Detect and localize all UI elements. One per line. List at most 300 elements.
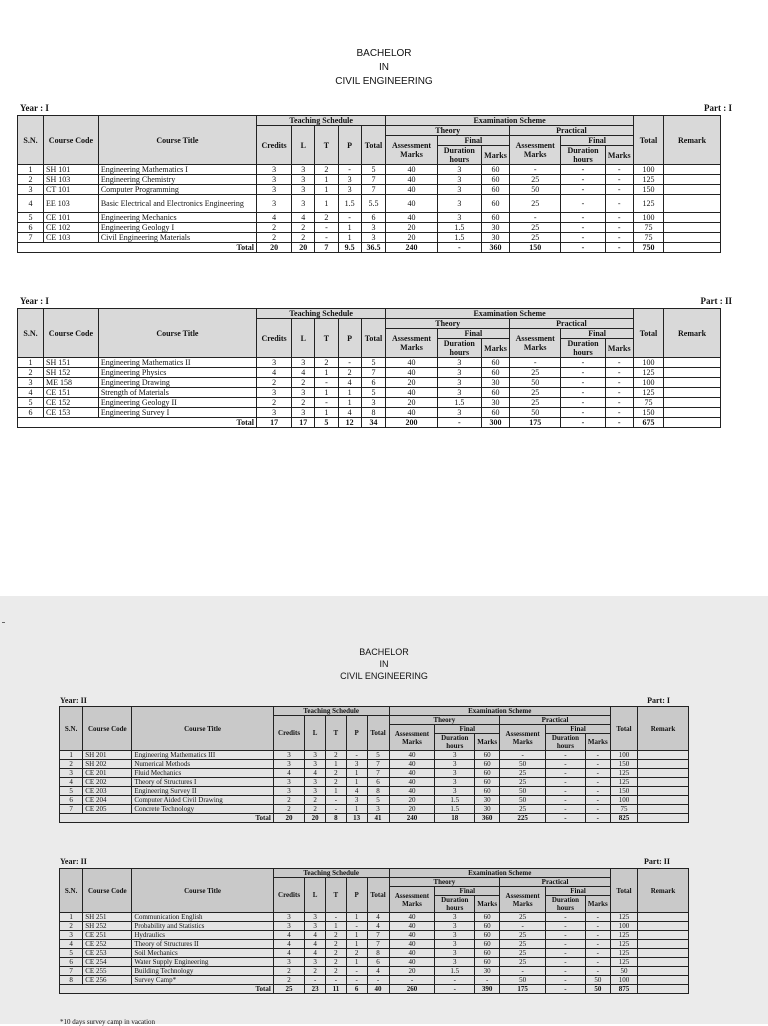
table-cell: 3 bbox=[305, 787, 326, 796]
total-cell: 175 bbox=[500, 985, 546, 994]
table-cell: 8 bbox=[60, 976, 83, 985]
table-cell: 1 bbox=[338, 398, 361, 408]
table-cell: 3 bbox=[273, 958, 304, 967]
table-cell: 2 bbox=[305, 967, 326, 976]
table-cell: 2 bbox=[326, 931, 347, 940]
total-label: Total bbox=[18, 418, 257, 428]
table-cell: - bbox=[561, 165, 605, 175]
table-cell: 1.5 bbox=[435, 796, 475, 805]
table-row bbox=[60, 958, 689, 967]
table-cell: 3 bbox=[273, 922, 304, 931]
table-cell: 125 bbox=[610, 913, 637, 922]
table-cell: 100 bbox=[633, 378, 663, 388]
table-cell: 7 bbox=[361, 185, 386, 195]
table-cell: 1 bbox=[315, 408, 338, 418]
table-cell: 1 bbox=[18, 358, 44, 368]
total-cell: 12 bbox=[338, 418, 361, 428]
total-cell: 875 bbox=[610, 985, 637, 994]
table-cell: - bbox=[389, 976, 435, 985]
table-row bbox=[60, 922, 689, 931]
table-cell: 3 bbox=[437, 368, 481, 378]
table-cell: 3 bbox=[437, 175, 481, 185]
table-cell: 40 bbox=[386, 175, 437, 185]
table-cell: CE 101 bbox=[44, 213, 99, 223]
total-cell: 13 bbox=[346, 814, 367, 823]
table-cell: - bbox=[546, 760, 586, 769]
table-cell: 150 bbox=[610, 760, 637, 769]
table-cell: 7 bbox=[367, 769, 389, 778]
table-cell: 75 bbox=[633, 223, 663, 233]
table-cell: 1 bbox=[326, 787, 347, 796]
table-cell: Theory of Structures I bbox=[132, 778, 274, 787]
table-cell: - bbox=[561, 185, 605, 195]
table-cell: 3 bbox=[361, 223, 386, 233]
header-practical: Practical bbox=[510, 126, 634, 136]
table-row bbox=[60, 976, 689, 985]
table-cell: - bbox=[585, 778, 610, 787]
header-t: T bbox=[326, 878, 347, 913]
table-cell: 40 bbox=[389, 751, 435, 760]
table-cell: 100 bbox=[610, 976, 637, 985]
table-cell: Computer Aided Civil Drawing bbox=[132, 796, 274, 805]
table-cell: - bbox=[435, 976, 475, 985]
year-label: Year : I bbox=[20, 103, 49, 113]
part-label: Part: II bbox=[644, 857, 670, 866]
table-cell: 3 bbox=[435, 922, 475, 931]
table-cell: - bbox=[605, 408, 633, 418]
table-cell: Engineering Mathematics II bbox=[98, 358, 256, 368]
table-cell: SH 103 bbox=[44, 175, 99, 185]
header-grand-total: Total bbox=[610, 707, 637, 751]
table-cell: 2 bbox=[292, 378, 315, 388]
total-cell: 6 bbox=[346, 985, 367, 994]
table-cell: 3 bbox=[435, 913, 475, 922]
table-cell: 3 bbox=[18, 185, 44, 195]
table-cell: 4 bbox=[338, 408, 361, 418]
table-cell: 100 bbox=[633, 358, 663, 368]
table-cell: 3 bbox=[346, 796, 367, 805]
table-cell: 4 bbox=[292, 368, 315, 378]
table-cell: Engineering Mechanics bbox=[98, 213, 256, 223]
table-cell bbox=[638, 940, 689, 949]
table-cell: - bbox=[561, 175, 605, 185]
table-row bbox=[18, 358, 721, 368]
header-marks: Marks bbox=[475, 896, 500, 913]
table-cell: Strength of Materials bbox=[98, 388, 256, 398]
table-cell: 3 bbox=[437, 213, 481, 223]
table-cell: - bbox=[500, 967, 546, 976]
header-teaching: Teaching Schedule bbox=[257, 309, 386, 319]
table-cell: - bbox=[546, 967, 586, 976]
table-cell: - bbox=[585, 751, 610, 760]
part-label: Part: I bbox=[647, 696, 670, 705]
table-cell bbox=[664, 358, 721, 368]
table-cell bbox=[638, 913, 689, 922]
header-code: Course Code bbox=[83, 869, 132, 913]
table-cell: 7 bbox=[18, 233, 44, 243]
header-assessment: Assessment Marks bbox=[389, 887, 435, 913]
table-cell: 40 bbox=[386, 185, 437, 195]
table-cell: 125 bbox=[633, 195, 663, 213]
table-cell: - bbox=[561, 233, 605, 243]
table-cell: 6 bbox=[60, 796, 83, 805]
table-cell: 1 bbox=[315, 195, 338, 213]
table-cell: 3 bbox=[435, 787, 475, 796]
table-cell: 3 bbox=[305, 760, 326, 769]
table-cell: 3 bbox=[273, 751, 304, 760]
total-cell: 8 bbox=[326, 814, 347, 823]
table-cell: 3 bbox=[435, 769, 475, 778]
table-row bbox=[60, 949, 689, 958]
table-cell: CE 252 bbox=[83, 940, 132, 949]
table-cell: 40 bbox=[389, 949, 435, 958]
header-practical: Practical bbox=[500, 716, 611, 725]
header-practical: Practical bbox=[510, 319, 634, 329]
total-cell: 36.5 bbox=[361, 243, 386, 253]
header-assessment: Assessment Marks bbox=[386, 136, 437, 165]
header-duration: Duration hours bbox=[546, 734, 586, 751]
table-cell: - bbox=[546, 796, 586, 805]
table-cell: - bbox=[326, 805, 347, 814]
header-sn: S.N. bbox=[60, 707, 83, 751]
table-cell: 40 bbox=[386, 165, 437, 175]
table-cell: 60 bbox=[475, 769, 500, 778]
table-cell: ME 158 bbox=[44, 378, 99, 388]
table-cell: 1 bbox=[338, 388, 361, 398]
table-cell: 25 bbox=[500, 949, 546, 958]
table-cell: 2 bbox=[326, 967, 347, 976]
table-cell: 3 bbox=[292, 165, 315, 175]
table-cell: - bbox=[315, 223, 338, 233]
table-cell: 50 bbox=[510, 408, 561, 418]
table-cell: - bbox=[546, 787, 586, 796]
heading-line-1: BACHELOR bbox=[356, 48, 412, 59]
total-label: Total bbox=[60, 985, 274, 994]
table-row bbox=[60, 787, 689, 796]
header-grand-total: Total bbox=[633, 309, 663, 358]
table-cell bbox=[638, 787, 689, 796]
table-cell: CE 251 bbox=[83, 931, 132, 940]
table-cell: 60 bbox=[475, 931, 500, 940]
table-cell: 2 bbox=[60, 922, 83, 931]
table-cell: 25 bbox=[500, 931, 546, 940]
table-cell: - bbox=[585, 922, 610, 931]
table-cell: 50 bbox=[500, 976, 546, 985]
table-cell: - bbox=[546, 931, 586, 940]
table-cell: - bbox=[546, 805, 586, 814]
total-cell: 11 bbox=[326, 985, 347, 994]
total-cell: 25 bbox=[273, 985, 304, 994]
table-cell: 50 bbox=[500, 796, 546, 805]
table-cell: - bbox=[546, 949, 586, 958]
table-cell: 2 bbox=[292, 223, 315, 233]
table-cell: - bbox=[305, 976, 326, 985]
table-cell: 3 bbox=[292, 388, 315, 398]
table-cell: - bbox=[561, 408, 605, 418]
table-cell: - bbox=[585, 760, 610, 769]
table-cell: 3 bbox=[437, 165, 481, 175]
table-cell: 1.5 bbox=[435, 805, 475, 814]
table-cell: 4 bbox=[367, 922, 389, 931]
table-cell: - bbox=[561, 378, 605, 388]
table-cell: 25 bbox=[500, 940, 546, 949]
table-cell: 60 bbox=[481, 165, 509, 175]
table-cell: - bbox=[585, 805, 610, 814]
header-assessment: Assessment Marks bbox=[510, 329, 561, 358]
table-cell: 25 bbox=[500, 769, 546, 778]
table-cell: 2 bbox=[315, 213, 338, 223]
table-cell: 2 bbox=[257, 233, 292, 243]
table-cell: 3 bbox=[437, 378, 481, 388]
table-cell: 6 bbox=[18, 223, 44, 233]
total-cell: - bbox=[437, 243, 481, 253]
header-code: Course Code bbox=[83, 707, 132, 751]
header-final: Final bbox=[437, 136, 509, 146]
table-cell: - bbox=[585, 796, 610, 805]
table-cell: 1 bbox=[346, 940, 367, 949]
header-l: L bbox=[305, 878, 326, 913]
table-cell: 60 bbox=[481, 368, 509, 378]
header-credits: Credits bbox=[273, 716, 304, 751]
table-cell: 20 bbox=[386, 233, 437, 243]
table-cell bbox=[638, 922, 689, 931]
header-theory: Theory bbox=[389, 878, 500, 887]
table-cell: CE 202 bbox=[83, 778, 132, 787]
table-cell: Engineering Geology I bbox=[98, 223, 256, 233]
table-cell: 5 bbox=[18, 398, 44, 408]
total-label: Total bbox=[60, 814, 274, 823]
header-final: Final bbox=[435, 725, 500, 734]
table-cell: 8 bbox=[367, 949, 389, 958]
table-cell: 20 bbox=[386, 378, 437, 388]
table-cell: 2 bbox=[273, 796, 304, 805]
table-cell: - bbox=[500, 922, 546, 931]
table-cell bbox=[638, 751, 689, 760]
table-cell: SH 251 bbox=[83, 913, 132, 922]
table-cell: 60 bbox=[475, 751, 500, 760]
table-cell: CE 203 bbox=[83, 787, 132, 796]
table-cell: 1 bbox=[346, 931, 367, 940]
header-theory: Theory bbox=[386, 126, 510, 136]
table-cell bbox=[638, 760, 689, 769]
table-cell: 3 bbox=[305, 778, 326, 787]
table-cell: 125 bbox=[610, 931, 637, 940]
table-cell: - bbox=[546, 769, 586, 778]
table-cell: 6 bbox=[361, 378, 386, 388]
header-p: P bbox=[338, 126, 361, 165]
table-cell: 100 bbox=[610, 922, 637, 931]
table-cell: - bbox=[338, 358, 361, 368]
table-cell: 50 bbox=[610, 967, 637, 976]
table-cell: 2 bbox=[18, 368, 44, 378]
table-cell: 2 bbox=[346, 949, 367, 958]
table-cell: 3 bbox=[257, 358, 292, 368]
table-cell: - bbox=[475, 976, 500, 985]
table-cell: 20 bbox=[389, 805, 435, 814]
table-cell: 4 bbox=[273, 940, 304, 949]
table-cell: 1 bbox=[346, 805, 367, 814]
total-cell: 175 bbox=[510, 418, 561, 428]
table-row bbox=[18, 213, 721, 223]
header-marks: Marks bbox=[481, 339, 509, 358]
table-cell: 1 bbox=[18, 165, 44, 175]
table-cell: 2 bbox=[273, 967, 304, 976]
table-cell: - bbox=[500, 751, 546, 760]
table-cell: - bbox=[605, 175, 633, 185]
table-cell: 25 bbox=[510, 233, 561, 243]
header-assessment: Assessment Marks bbox=[510, 136, 561, 165]
header-t: T bbox=[326, 716, 347, 751]
table-cell: 60 bbox=[481, 195, 509, 213]
table-cell: 4 bbox=[273, 931, 304, 940]
header-title: Course Title bbox=[98, 116, 256, 165]
table-row bbox=[60, 760, 689, 769]
table-cell: 7 bbox=[361, 368, 386, 378]
table-cell: 3 bbox=[305, 751, 326, 760]
page-two bbox=[0, 596, 768, 1024]
table-cell: 30 bbox=[475, 796, 500, 805]
header-duration: Duration hours bbox=[561, 339, 605, 358]
table-cell: Computer Programming bbox=[98, 185, 256, 195]
header-duration: Duration hours bbox=[437, 146, 481, 165]
table-cell: 4 bbox=[305, 940, 326, 949]
table-cell: 3 bbox=[257, 185, 292, 195]
table-cell: SH 152 bbox=[44, 368, 99, 378]
table-cell: Survey Camp* bbox=[132, 976, 274, 985]
table-cell: 40 bbox=[389, 778, 435, 787]
header-duration: Duration hours bbox=[561, 146, 605, 165]
header-marks: Marks bbox=[585, 896, 610, 913]
table-cell: 1 bbox=[60, 913, 83, 922]
table-cell: - bbox=[546, 958, 586, 967]
total-cell: 20 bbox=[257, 243, 292, 253]
table-row bbox=[60, 967, 689, 976]
table-cell: - bbox=[315, 233, 338, 243]
total-cell: 150 bbox=[510, 243, 561, 253]
table-cell: 30 bbox=[481, 378, 509, 388]
table-cell: CE 254 bbox=[83, 958, 132, 967]
header-theory: Theory bbox=[386, 319, 510, 329]
table-cell: Engineering Physics bbox=[98, 368, 256, 378]
table-cell: 2 bbox=[326, 949, 347, 958]
table-cell: 5 bbox=[361, 165, 386, 175]
table-cell: 125 bbox=[610, 949, 637, 958]
table-cell: 25 bbox=[510, 175, 561, 185]
table-cell: 20 bbox=[386, 223, 437, 233]
header-marks: Marks bbox=[585, 734, 610, 751]
table-cell: - bbox=[561, 398, 605, 408]
total-cell: - bbox=[546, 814, 586, 823]
header-marks: Marks bbox=[605, 146, 633, 165]
header-practical: Practical bbox=[500, 878, 611, 887]
heading-line-1: BACHELOR bbox=[359, 647, 409, 657]
table-cell: - bbox=[326, 913, 347, 922]
header-duration: Duration hours bbox=[437, 339, 481, 358]
table-cell: 4 bbox=[18, 388, 44, 398]
table-cell: CE 205 bbox=[83, 805, 132, 814]
table-cell: 3 bbox=[435, 931, 475, 940]
part-label: Part : II bbox=[700, 296, 732, 306]
table-cell: Engineering Survey II bbox=[132, 787, 274, 796]
table-cell: CE 255 bbox=[83, 967, 132, 976]
header-credits: Credits bbox=[257, 126, 292, 165]
table-cell: 25 bbox=[510, 368, 561, 378]
part-label: Part : I bbox=[704, 103, 732, 113]
table-cell: 25 bbox=[500, 778, 546, 787]
header-t: T bbox=[315, 319, 338, 358]
table-cell: - bbox=[585, 949, 610, 958]
header-teaching: Teaching Schedule bbox=[257, 116, 386, 126]
table-cell: 1 bbox=[346, 913, 367, 922]
table-cell: 20 bbox=[389, 796, 435, 805]
table-cell: 2 bbox=[326, 778, 347, 787]
header-remark: Remark bbox=[638, 707, 689, 751]
table-cell: EE 103 bbox=[44, 195, 99, 213]
header-total: Total bbox=[367, 716, 389, 751]
table-cell: 3 bbox=[18, 378, 44, 388]
total-cell: 34 bbox=[361, 418, 386, 428]
table-cell: 100 bbox=[610, 751, 637, 760]
table-cell: SH 252 bbox=[83, 922, 132, 931]
schedule-table-year2-part1 bbox=[59, 706, 689, 823]
table-cell: 25 bbox=[510, 398, 561, 408]
table-cell: 4 bbox=[257, 213, 292, 223]
table-cell: 1 bbox=[346, 958, 367, 967]
table-cell: 60 bbox=[475, 958, 500, 967]
table-cell: 25 bbox=[510, 223, 561, 233]
table-row bbox=[18, 398, 721, 408]
table-cell: - bbox=[546, 922, 586, 931]
header-duration: Duration hours bbox=[546, 896, 586, 913]
table-cell: 2 bbox=[257, 223, 292, 233]
table-cell: 40 bbox=[386, 388, 437, 398]
table-cell: - bbox=[605, 368, 633, 378]
table-cell: Engineering Mathematics III bbox=[132, 751, 274, 760]
header-sn: S.N. bbox=[18, 116, 44, 165]
header-credits: Credits bbox=[273, 878, 304, 913]
table-cell: 8 bbox=[361, 408, 386, 418]
table-cell: 3 bbox=[338, 185, 361, 195]
table-row bbox=[60, 931, 689, 940]
table-cell: 1 bbox=[60, 751, 83, 760]
header-remark: Remark bbox=[664, 116, 721, 165]
table-cell: 1 bbox=[326, 760, 347, 769]
table-cell: 2 bbox=[326, 769, 347, 778]
table-cell: 4 bbox=[292, 213, 315, 223]
table-cell: Engineering Survey I bbox=[98, 408, 256, 418]
table-cell: CE 204 bbox=[83, 796, 132, 805]
table-row bbox=[18, 233, 721, 243]
header-remark: Remark bbox=[664, 309, 721, 358]
header-l: L bbox=[305, 716, 326, 751]
table-cell: Concrete Technology bbox=[132, 805, 274, 814]
table-cell: 1 bbox=[315, 368, 338, 378]
heading-line-2: IN bbox=[379, 659, 389, 669]
table-cell: 4 bbox=[257, 368, 292, 378]
header-teaching: Teaching Schedule bbox=[273, 869, 389, 878]
table-cell: - bbox=[510, 213, 561, 223]
table-cell bbox=[638, 976, 689, 985]
table-cell: 4 bbox=[367, 913, 389, 922]
table-cell: 3 bbox=[292, 185, 315, 195]
table-cell: - bbox=[585, 967, 610, 976]
table-cell: 3 bbox=[346, 760, 367, 769]
total-cell: - bbox=[605, 243, 633, 253]
header-t: T bbox=[315, 126, 338, 165]
header-total: Total bbox=[367, 878, 389, 913]
header-final: Final bbox=[561, 329, 633, 339]
table-cell: 2 bbox=[292, 398, 315, 408]
